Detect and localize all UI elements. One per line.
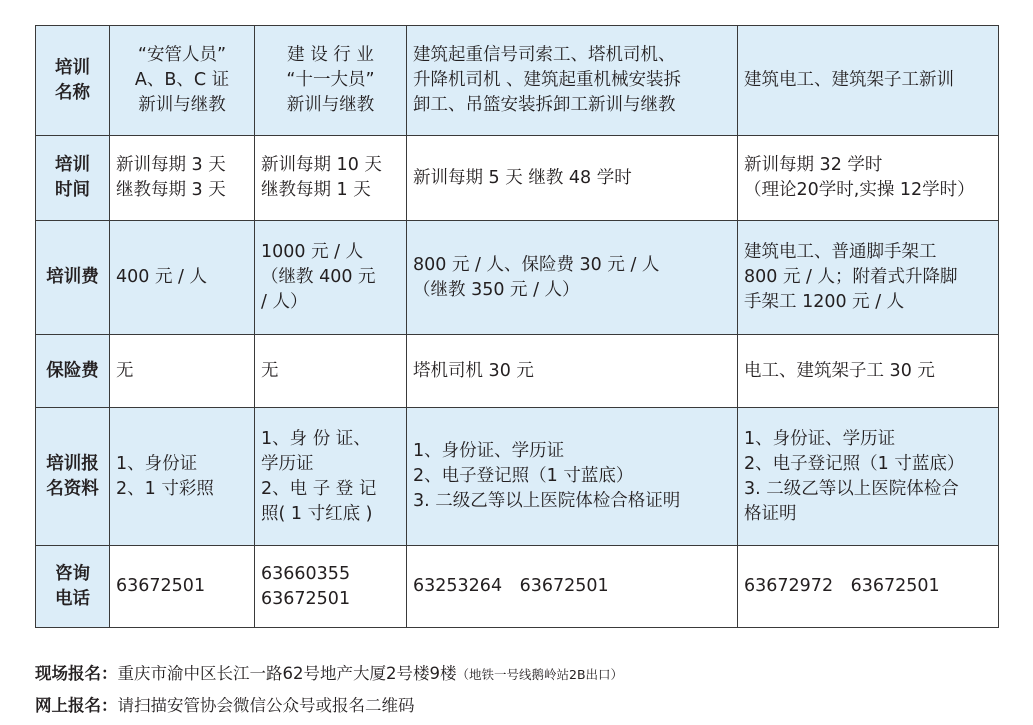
cell-eleven-staff-name: 建 设 行 业 “十一大员” 新训与继教 [255, 26, 407, 136]
row-header-registration-docs: 培训报 名资料 [36, 408, 110, 546]
cell-safety-staff-phone: 63672501 [110, 546, 255, 628]
cell-crane-workers-name: 建筑起重信号司索工、塔机司机、 升降机司机 、建筑起重机械安装拆 卸工、吊篮安装拆卸工新训与继教 [407, 26, 738, 136]
table-row-training-fee [36, 221, 999, 335]
cell-electrician-scaffolder-fee: 建筑电工、普通脚手架工 800 元 / 人；附着式升降脚 手架工 1200 元 / 人 [738, 221, 999, 335]
row-header-training-time: 培训 时间 [36, 136, 110, 221]
cell-safety-staff-fee: 400 元 / 人 [110, 221, 255, 335]
table-row-training-time [36, 136, 999, 221]
onsite-registration-address: 重庆市渝中区长江一路62号地产大厦2号楼9楼 [117, 664, 457, 683]
onsite-registration-line [35, 660, 623, 684]
table-row-insurance [36, 335, 999, 408]
cell-safety-staff-insurance: 无 [110, 335, 255, 408]
cell-crane-workers-fee: 800 元 / 人、保险费 30 元 / 人 （继教 350 元 / 人） [407, 221, 738, 335]
row-header-training-name: 培训 名称 [36, 26, 110, 136]
cell-safety-staff-name: “安管人员” A、B、C 证 新训与继教 [110, 26, 255, 136]
online-registration-label: 网上报名： [35, 696, 118, 715]
onsite-registration-note: （地铁一号线鹅岭站2B出口） [456, 667, 624, 682]
cell-eleven-staff-fee: 1000 元 / 人 （继教 400 元 / 人） [255, 221, 407, 335]
cell-eleven-staff-phone: 63660355 63672501 [255, 546, 407, 628]
online-registration-line [35, 692, 415, 716]
cell-eleven-staff-time: 新训每期 10 天 继教每期 1 天 [255, 136, 407, 221]
table-row-training-name [36, 26, 999, 136]
cell-electrician-scaffolder-docs: 1、身份证、学历证 2、电子登记照（1 寸蓝底） 3. 二级乙等以上医院体检合 格证明 [738, 408, 999, 546]
row-header-training-fee: 培训费 [36, 221, 110, 335]
cell-eleven-staff-insurance: 无 [255, 335, 407, 408]
cell-safety-staff-time: 新训每期 3 天 继教每期 3 天 [110, 136, 255, 221]
row-header-insurance: 保险费 [36, 335, 110, 408]
cell-electrician-scaffolder-phone: 63672972 63672501 [738, 546, 999, 628]
cell-electrician-scaffolder-insurance: 电工、建筑架子工 30 元 [738, 335, 999, 408]
cell-safety-staff-docs: 1、身份证 2、1 寸彩照 [110, 408, 255, 546]
cell-crane-workers-time: 新训每期 5 天 继教 48 学时 [407, 136, 738, 221]
table-row-phone [36, 546, 999, 628]
onsite-registration-label: 现场报名： [35, 664, 118, 683]
cell-electrician-scaffolder-name: 建筑电工、建筑架子工新训 [738, 26, 999, 136]
row-header-phone: 咨询 电话 [36, 546, 110, 628]
cell-crane-workers-phone: 63253264 63672501 [407, 546, 738, 628]
cell-crane-workers-insurance: 塔机司机 30 元 [407, 335, 738, 408]
online-registration-text: 请扫描安管协会微信公众号或报名二维码 [117, 696, 415, 715]
cell-electrician-scaffolder-time: 新训每期 32 学时 （理论20学时,实操 12学时） [738, 136, 999, 221]
table-row-registration-docs [36, 408, 999, 546]
cell-eleven-staff-docs: 1、身 份 证、 学历证 2、电 子 登 记 照( 1 寸红底 ) [255, 408, 407, 546]
training-table [35, 25, 999, 628]
cell-crane-workers-docs: 1、身份证、学历证 2、电子登记照（1 寸蓝底） 3. 二级乙等以上医院体检合格证明 [407, 408, 738, 546]
